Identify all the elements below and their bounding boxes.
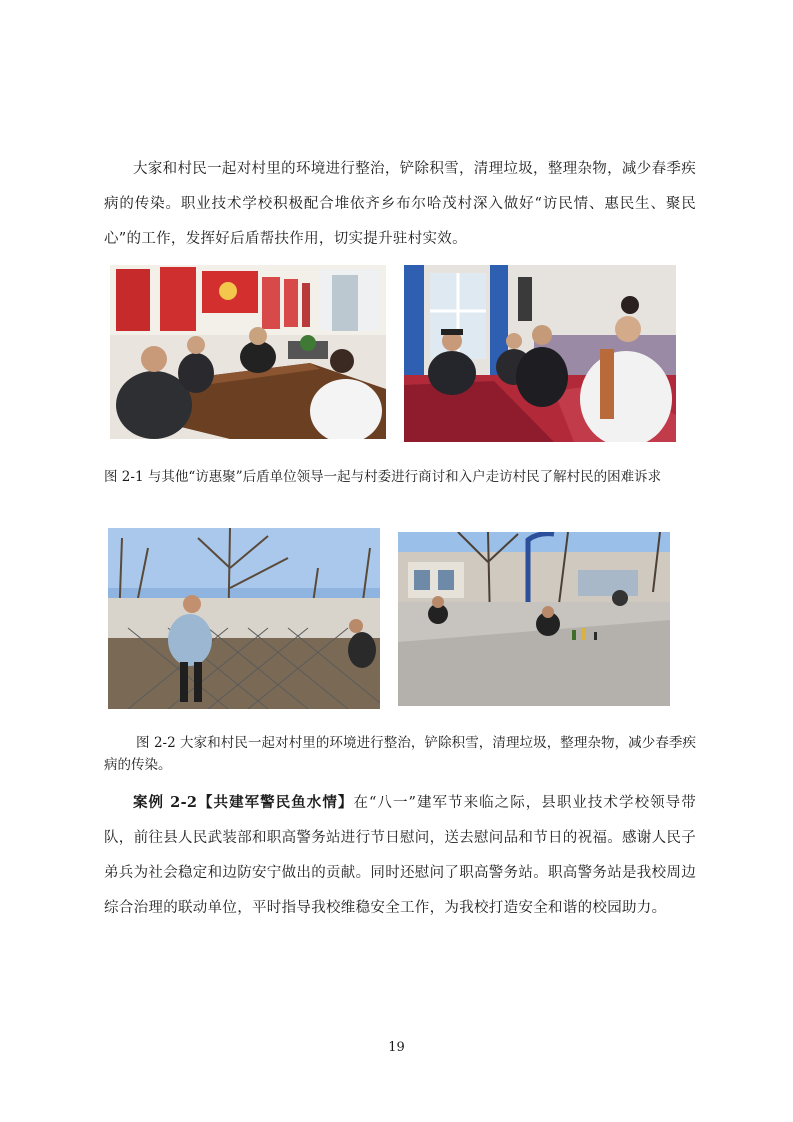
case-2-2-paragraph <box>104 785 696 926</box>
case-title: 案例 2-2【共建军警民鱼水情】 <box>133 794 354 811</box>
meeting-room-photo <box>110 265 386 439</box>
intro-paragraph: 大家和村民一起对村里的环境进行整治，铲除积雪，清理垃圾，整理杂物，减少春季疾病的传染。职业技术学校积极配合堆依齐乡布尔哈茂村深入做好“访民情、惠民生、聚民心”的工作，发挥好后盾帮扶作用，切实提升驻村实效。 <box>104 161 696 247</box>
figure-2-1-caption: 图 2-1 与其他“访惠聚”后盾单位领导一起与村委进行商讨和入户走访村民了解村民的困难诉求 <box>104 469 662 485</box>
case-body: 在“八一”建军节来临之际，县职业技术学校领导带队，前往县人民武装部和职高警务站进行节日慰问，送去慰问品和节日的祝福。感谢人民子弟兵为社会稳定和边防安宁做出的贡献。同时还慰问了职高警务站。职高警务站是我校周边综合治理的联动单位，平时指导我校维稳安全工作，为我校打造安全和谐的校园助力。 <box>104 795 696 916</box>
yard-cleanup-photo <box>398 532 670 706</box>
figure-2-2-caption: 图 2-2 大家和村民一起对村里的环境进行整治，铲除积雪，清理垃圾，整理杂物，减少春季疾病的传染。 <box>104 735 696 773</box>
fence-cleanup-photo <box>108 528 380 709</box>
page-number: 19 <box>388 1040 405 1055</box>
home-visit-photo <box>404 265 676 442</box>
